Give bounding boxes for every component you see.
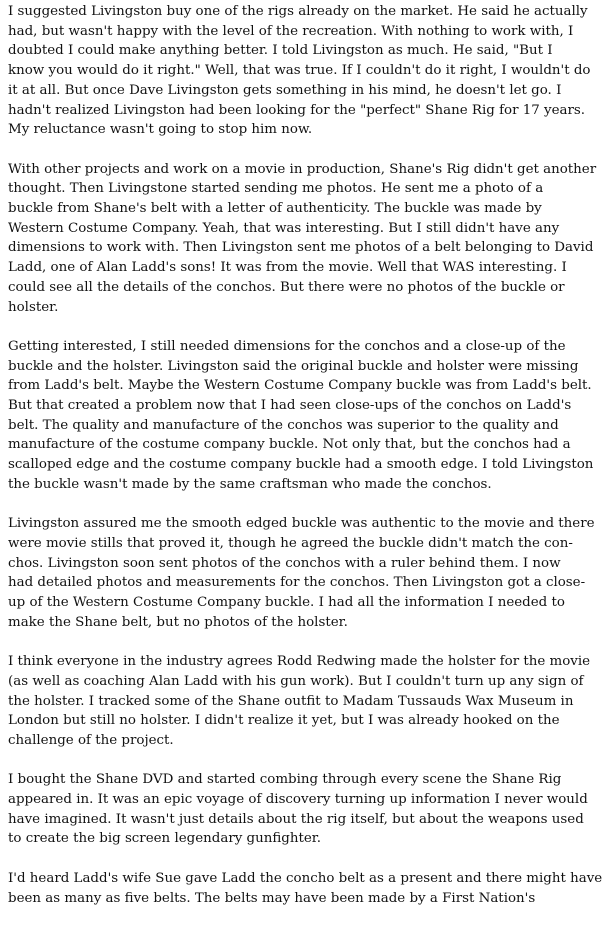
- paragraph: [8, 770, 608, 849]
- paragraph: [8, 337, 608, 495]
- text-line: had, but wasn't happy with the level of the recreation. With nothing to work with, I: [8, 23, 574, 39]
- paragraph: [8, 160, 608, 318]
- text-line: Getting interested, I still needed dimensions for the conchos and a close-up of the: [8, 338, 566, 354]
- text-line: I bought the Shane DVD and started combing through every scene the Shane Rig: [8, 772, 562, 788]
- text-line: I think everyone in the industry agrees Rodd Redwing made the holster for the movie: [8, 654, 591, 670]
- text-line: Western Costume Company. Yeah, that was interesting. But I still didn't have any: [8, 220, 560, 236]
- text-line: But that created a problem now that I had seen close-ups of the conchos on Ladd's: [8, 398, 572, 414]
- text-line: the holster. I tracked some of the Shane outfit to Madam Tussauds Wax Museum in: [8, 693, 574, 709]
- paragraph: [8, 869, 608, 908]
- text-line: dimensions to work with. Then Livingston sent me photos of a belt belonging to David: [8, 240, 594, 256]
- text-line: belt. The quality and manufacture of the conchos was superior to the quality and: [8, 417, 559, 433]
- document-page: [8, 2, 608, 928]
- text-line: With other projects and work on a movie in production, Shane's Rig didn't get another: [8, 161, 597, 177]
- text-line: manufacture of the costume company buckle. Not only that, but the conchos had a: [8, 437, 571, 453]
- text-line: have imagined. It wasn't just details about the rig itself, but about the weapons used: [8, 811, 584, 827]
- text-line: appeared in. It was an epic voyage of discovery turning up information I never would: [8, 792, 588, 808]
- text-line: thought. Then Livingstone started sending me photos. He sent me a photo of a: [8, 181, 544, 197]
- text-line: had detailed photos and measurements for the conchos. Then Livingston got a close-: [8, 575, 586, 591]
- text-line: I suggested Livingston buy one of the rigs already on the market. He said he actually: [8, 4, 588, 19]
- text-line: hadn't realized Livingston had been looking for the "perfect" Shane Rig for 17 years.: [8, 102, 586, 118]
- text-line: were movie stills that proved it, though he agreed the buckle didn't match the con-: [8, 535, 573, 551]
- text-line: challenge of the project.: [8, 732, 174, 748]
- text-line: know you would do it right." Well, that was true. If I couldn't do it right, I wouldn't do: [8, 63, 591, 79]
- text-line: scalloped edge and the costume company buckle had a smooth edge. I told Livingston: [8, 457, 594, 473]
- text-line: to create the big screen legendary gunfighter.: [8, 831, 321, 847]
- text-line: doubted I could make anything better. I told Livingston as much. He said, "But I: [8, 43, 553, 59]
- text-line: buckle from Shane's belt with a letter of authenticity. The buckle was made by: [8, 201, 542, 217]
- text-line: holster.: [8, 299, 59, 315]
- text-line: My reluctance wasn't going to stop him now.: [8, 122, 313, 138]
- text-line: it at all. But once Dave Livingston gets something in his mind, he doesn't let go. I: [8, 82, 562, 98]
- text-line: Ladd, one of Alan Ladd's sons! It was from the movie. Well that WAS interesting. I: [8, 260, 567, 276]
- text-line: (as well as coaching Alan Ladd with his gun work). But I couldn't turn up any sign of: [8, 673, 584, 689]
- text-line: Livingston assured me the smooth edged buckle was authentic to the movie and there: [8, 516, 595, 532]
- paragraph: [8, 514, 608, 632]
- text-line: the buckle wasn't made by the same craftsman who made the conchos.: [8, 476, 492, 492]
- text-line: London but still no holster. I didn't realize it yet, but I was already hooked on the: [8, 713, 560, 729]
- text-line: been as many as five belts. The belts may have been made by a First Nation's: [8, 890, 536, 906]
- paragraph: [8, 2, 608, 140]
- paragraph: [8, 652, 608, 751]
- text-line: make the Shane belt, but no photos of the holster.: [8, 614, 348, 630]
- text-line: I'd heard Ladd's wife Sue gave Ladd the concho belt as a present and there might have: [8, 870, 603, 886]
- text-line: chos. Livingston soon sent photos of the conchos with a ruler behind them. I now: [8, 555, 561, 571]
- text-line: could see all the details of the conchos. But there were no photos of the buckle or: [8, 279, 565, 295]
- text-line: up of the Western Costume Company buckle. I had all the information I needed to: [8, 595, 565, 611]
- text-line: buckle and the holster. Livingston said the original buckle and holster were missing: [8, 358, 579, 374]
- text-line: from Ladd's belt. Maybe the Western Costume Company buckle was from Ladd's belt.: [8, 378, 592, 394]
